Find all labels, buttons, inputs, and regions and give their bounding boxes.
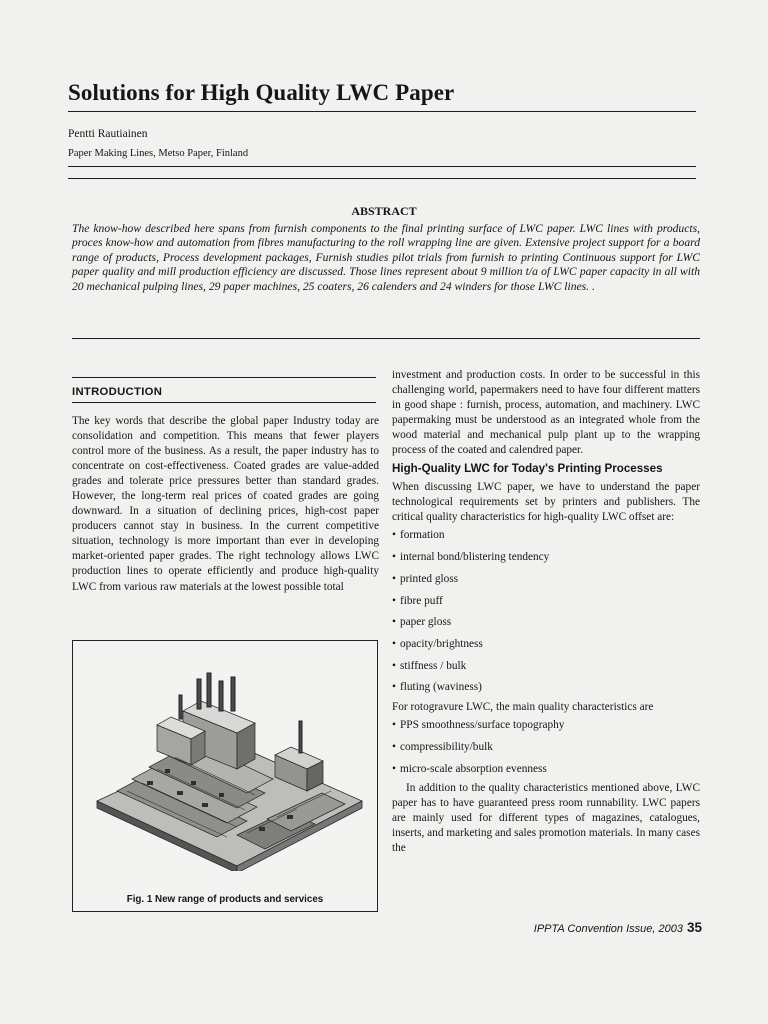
list-item: • opacity/brightness [392, 634, 700, 656]
bullet-icon: • [392, 740, 396, 753]
bullet-icon: • [392, 637, 396, 650]
bullet-icon: • [392, 762, 396, 775]
introduction-heading: INTRODUCTION [72, 386, 163, 398]
bullet-icon: • [392, 529, 396, 542]
section-subheading: High-Quality LWC for Today's Printing Processes [392, 462, 663, 476]
rotogravure-intro: For rotogravure LWC, the main quality characteristics are [392, 701, 654, 714]
offset-quality-list [392, 525, 700, 699]
right-column [392, 368, 700, 856]
rotogravure-quality-list [392, 715, 700, 780]
intro-rule-bottom [72, 402, 376, 403]
list-item: • printed gloss [392, 569, 700, 591]
list-item: • compressibility/bulk [392, 737, 700, 759]
abstract-text: The know-how described here spans from furnish components to the final printing surface of LWC paper. LWC lines with products, proces know-how and automation from fibres manufacturing to the roll wrapping line are given. Extensive project support for a board range of products, Process development packages, Furnish studies pilot trials from furnish to printing Continuous support for LWC paper quality and mill production efficiency are discussed. Those lines represent about 9 million t/a of LWC paper capacity in all with 20 mechanical pulping lines, 29 paper machines, 25 coaters, 26 calenders and 24 winders for those LWC lines. . [72, 222, 700, 293]
publication-name: IPPTA Convention Issue, 2003 [533, 923, 683, 935]
bullet-icon: • [392, 572, 396, 585]
list-item: • formation [392, 525, 700, 547]
paper-title: Solutions for High Quality LWC Paper [68, 80, 455, 105]
abstract-rule [72, 338, 700, 339]
bullet-icon: • [392, 681, 396, 694]
header-rule [68, 166, 696, 167]
quality-intro-paragraph: When discussing LWC paper, we have to understand the paper technological requirements set by printers and publishers. The critical quality characteristics for high-quality LWC offset are: [392, 481, 700, 524]
author-affiliation: Paper Making Lines, Metso Paper, Finland [68, 148, 249, 159]
abstract-heading: ABSTRACT [351, 204, 417, 218]
bullet-icon: • [392, 659, 396, 672]
bullet-icon: • [392, 616, 396, 629]
intro-rule-top [72, 377, 376, 378]
bullet-icon: • [392, 719, 396, 732]
bullet-icon: • [392, 551, 396, 564]
author-name: Pentti Rautiainen [68, 128, 148, 140]
list-item: • micro-scale absorption evenness [392, 759, 700, 781]
list-item: • fibre puff [392, 591, 700, 613]
page-footer [534, 920, 702, 935]
mill-illustration [87, 651, 367, 871]
page-number: 35 [686, 920, 702, 935]
introduction-paragraph: The key words that describe the global paper Industry today are consolidation and competition. This means that fewer players control more of the business. As a result, the paper industry has to concentrate on cost-effectiveness. Coated grades are value-added grades and tolerate price pressures better than standard grades. However, the long-term real prices of coated grades are going downward. In a situation of declining prices, high-cost paper producers cannot stay in business. In the current competitive situation, technology is more important than ever in developing market-oriented paper grades. The right technology allows LWC production lines to operate efficiently and produce high-quality LWC from various raw materials at the lowest possible total [72, 415, 379, 593]
continuation-paragraph: investment and production costs. In order to be successful in this challenging world, papermakers need to have four different matters in good shape : furnish, process, automation, and machinery. LWC papermaking must be understood as an integrated whole from the wood material and mechanical pulp plant up to the wrapping process of the coated and calendred paper. [392, 369, 700, 457]
title-rule [68, 111, 696, 112]
bullet-icon: • [392, 594, 396, 607]
list-item: • stiffness / bulk [392, 656, 700, 678]
list-item: • PPS smoothness/surface topography [392, 715, 700, 737]
closing-paragraph: In addition to the quality characteristics mentioned above, LWC paper has to have guaranteed press room runnability. LWC papers are mainly used for different types of magazines, catalogues, inserts, and marketing and sales promotion materials. In many cases the [392, 782, 700, 855]
list-item: • internal bond/blistering tendency [392, 547, 700, 569]
list-item: • paper gloss [392, 612, 700, 634]
header-rule-2 [68, 178, 696, 179]
figure-frame [72, 640, 378, 912]
list-item: • fluting (waviness) [392, 677, 700, 699]
figure-caption: Fig. 1 New range of products and services [126, 894, 324, 905]
